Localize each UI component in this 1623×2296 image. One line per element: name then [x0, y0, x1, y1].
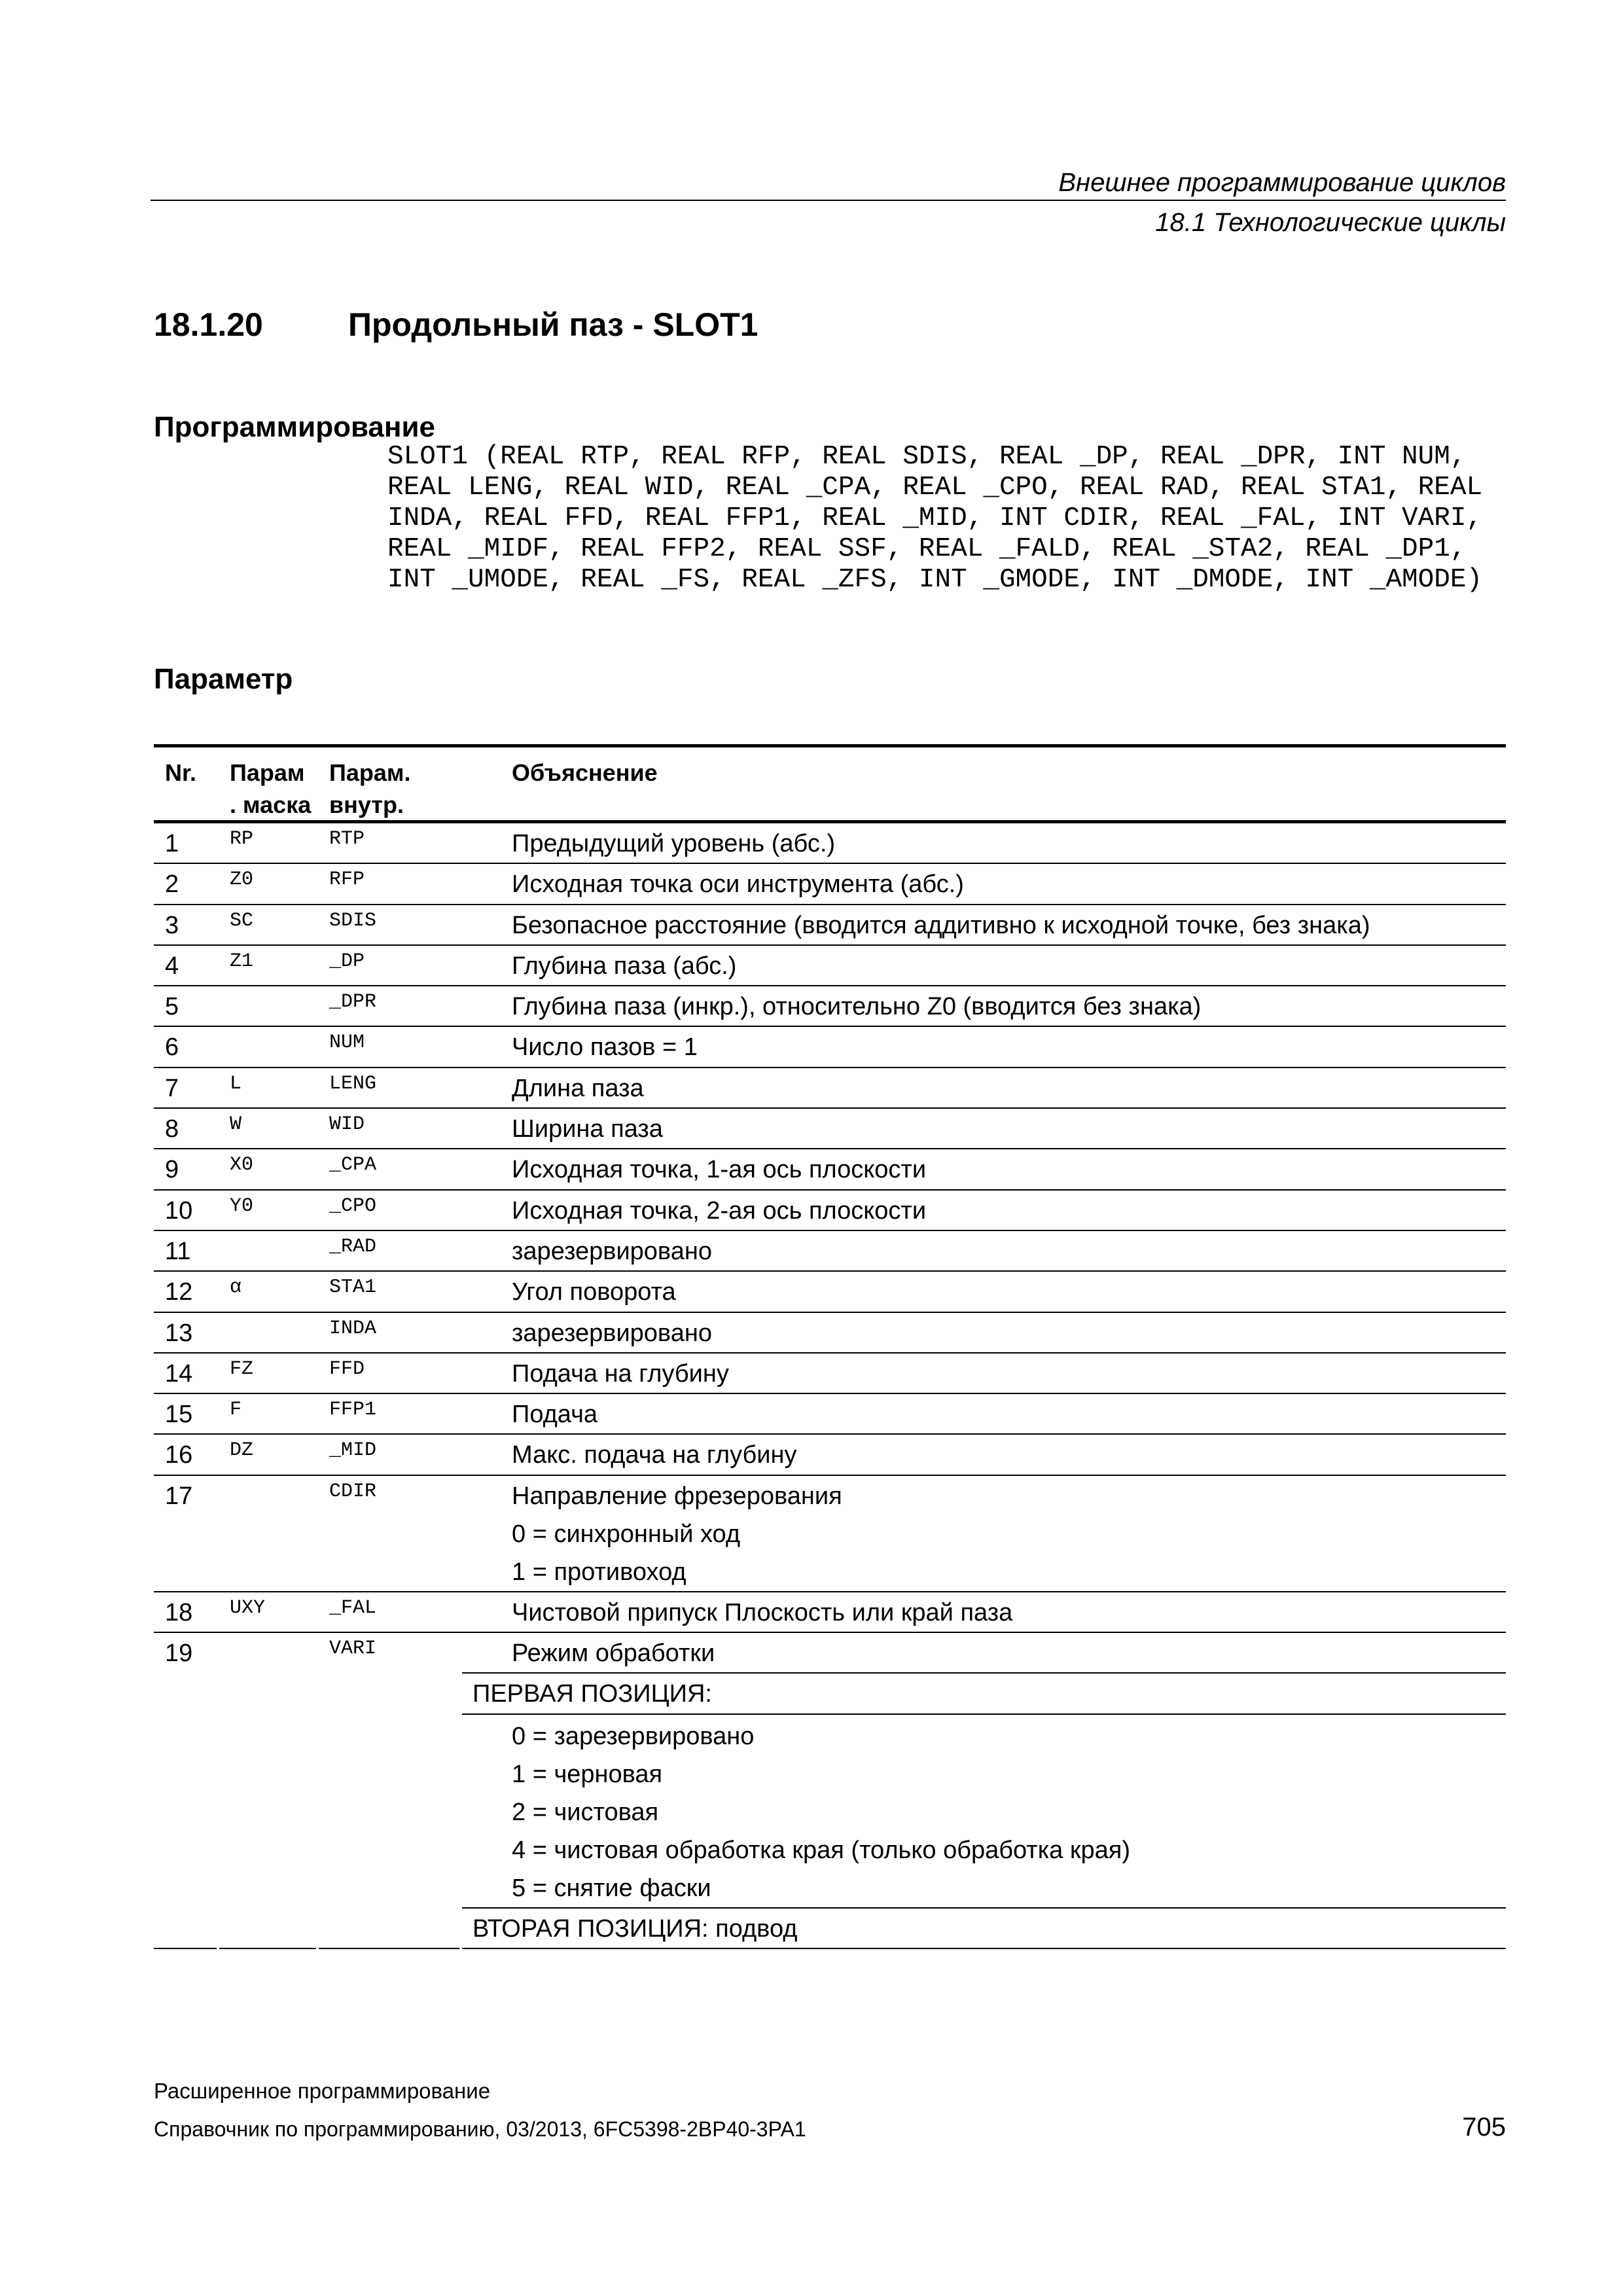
param-mask: W [230, 1113, 242, 1136]
explanation-option: 1 = противоход [512, 1558, 687, 1586]
row-number: 14 [165, 1359, 193, 1388]
table-row [154, 1191, 1506, 1231]
table-row [154, 1149, 1506, 1190]
param-explanation [462, 1027, 1506, 1066]
param-explanation [462, 1313, 1506, 1352]
param-internal: RFP [329, 869, 365, 891]
explanation-block [462, 1633, 1506, 1674]
row-number: 12 [165, 1278, 193, 1306]
param-internal: LENG [329, 1072, 377, 1095]
row-number: 6 [165, 1033, 179, 1062]
table-row [154, 1394, 1506, 1435]
param-mask [219, 1313, 319, 1352]
explanation-text: Подача [512, 1401, 598, 1429]
explanation-text: Угол поворота [512, 1278, 676, 1306]
explanation-text: Подача на глубину [512, 1359, 729, 1388]
code-line: INT _UMODE, REAL _FS, REAL _ZFS, INT _GMODE, INT _DMODE, INT _AMODE) [387, 565, 1483, 595]
column-header-label: внутр. [329, 791, 404, 818]
explanation-text: Исходная точка, 1-ая ось плоскости [512, 1156, 927, 1184]
subsection-title: ВТОРАЯ ПОЗИЦИЯ: подвод [473, 1914, 798, 1943]
column-header-nr [154, 747, 219, 821]
table-row [154, 1313, 1506, 1354]
code-line: SLOT1 (REAL RTP, REAL RFP, REAL SDIS, REAL _DP, REAL _DPR, INT NUM, [387, 442, 1467, 472]
param-mask: Z0 [230, 869, 254, 891]
table-row [154, 823, 1506, 864]
table-row [154, 1109, 1506, 1149]
row-number: 16 [165, 1441, 193, 1469]
param-explanation [462, 1149, 1506, 1189]
param-internal: SDIS [329, 909, 377, 932]
param-internal: _FAL [329, 1596, 377, 1619]
param-mask [219, 1633, 319, 1949]
param-explanation [462, 1633, 1506, 1949]
param-explanation [462, 1068, 1506, 1107]
param-internal: RTP [329, 828, 365, 850]
row-number: 4 [165, 952, 179, 980]
column-header-label: Объяснение [512, 759, 658, 786]
table-row [154, 1027, 1506, 1067]
param-explanation [462, 823, 1506, 863]
explanation-text: Число пазов = 1 [512, 1033, 698, 1062]
row-number: 13 [165, 1319, 193, 1347]
param-explanation [462, 986, 1506, 1026]
row-number: 3 [165, 911, 179, 939]
param-explanation [462, 864, 1506, 903]
param-mask: F [230, 1399, 242, 1422]
param-explanation [462, 1592, 1506, 1632]
column-header-explanation [462, 747, 1506, 821]
column-header-label: Nr. [165, 759, 197, 786]
page-number: 705 [1462, 2113, 1506, 2142]
explanation-text: Глубина паза (инкр.), относительно Z0 (вводится без знака) [512, 993, 1202, 1021]
row-number: 17 [165, 1482, 193, 1510]
row-number: 9 [165, 1156, 179, 1184]
explanation-text: Исходная точка оси инструмента (абс.) [512, 870, 964, 899]
column-header-internal [319, 747, 462, 821]
row-number: 2 [165, 870, 179, 899]
header-chapter-title: Внешнее программирование циклов [1058, 168, 1506, 197]
table-row [154, 986, 1506, 1027]
row-number: 7 [165, 1074, 179, 1102]
parameters-heading: Параметр [154, 663, 293, 695]
header-rule [151, 200, 1506, 201]
table-row [154, 1633, 1506, 1949]
explanation-text: Глубина паза (абс.) [512, 952, 737, 980]
param-internal: _CPO [329, 1194, 377, 1217]
row-number: 5 [165, 993, 179, 1021]
table-body [154, 823, 1506, 1949]
explanation-text: Макс. подача на глубину [512, 1441, 797, 1469]
param-explanation [462, 1476, 1506, 1591]
subsection-options [462, 1715, 1506, 1909]
param-internal: _DPR [329, 991, 377, 1014]
param-explanation [462, 1231, 1506, 1270]
param-internal: _MID [329, 1439, 377, 1462]
param-internal: WID [329, 1113, 365, 1136]
explanation-text: Длина паза [512, 1074, 644, 1102]
param-mask: Z1 [230, 950, 254, 973]
param-mask: Y0 [230, 1194, 254, 1217]
param-explanation [462, 1394, 1506, 1433]
table-row [154, 1231, 1506, 1272]
param-internal: STA1 [329, 1276, 377, 1299]
param-explanation [462, 1109, 1506, 1148]
explanation-text: Ширина паза [512, 1115, 663, 1143]
explanation-text: зарезервировано [512, 1237, 712, 1265]
row-number: 15 [165, 1401, 193, 1429]
param-internal: FFD [329, 1357, 365, 1380]
row-number: 1 [165, 830, 179, 857]
param-mask [219, 1476, 319, 1591]
option-text: 1 = черновая [512, 1760, 663, 1788]
param-mask: X0 [230, 1154, 254, 1177]
explanation-text: Исходная точка, 2-ая ось плоскости [512, 1196, 927, 1225]
column-header-label: . маска [230, 791, 312, 818]
table-row [154, 946, 1506, 986]
param-explanation [462, 1191, 1506, 1230]
param-mask: FZ [230, 1357, 254, 1380]
row-number: 19 [154, 1633, 219, 1949]
param-mask: α [230, 1276, 242, 1299]
footer-book-title: Расширенное программирование [154, 2079, 491, 2103]
code-line: REAL _MIDF, REAL FFP2, REAL SSF, REAL _FALD, REAL _STA2, REAL _DP1, [387, 534, 1467, 564]
table-header [154, 744, 1506, 823]
param-mask [219, 986, 319, 1026]
option-text: 5 = снятие фаски [512, 1874, 711, 1902]
param-explanation [462, 1354, 1506, 1393]
section-number: 18.1.20 [154, 306, 263, 343]
explanation-text: Режим обработки [512, 1640, 715, 1668]
param-mask: UXY [230, 1596, 266, 1619]
option-text: 4 = чистовая обработка края (только обработка края) [512, 1836, 1130, 1864]
row-number: 8 [165, 1115, 179, 1143]
explanation-option: 0 = синхронный ход [512, 1520, 741, 1548]
column-header-mask [219, 747, 319, 821]
table-row [154, 905, 1506, 946]
param-internal: VARI [319, 1633, 462, 1949]
code-line: REAL LENG, REAL WID, REAL _CPA, REAL _CPO, REAL RAD, REAL STA1, REAL [387, 473, 1483, 503]
explanation-text: Чистовой припуск Плоскость или край паза [512, 1598, 1013, 1626]
param-explanation [462, 905, 1506, 944]
param-mask [219, 1231, 319, 1270]
section-title: Продольный паз - SLOT1 [348, 306, 758, 343]
table-row [154, 1435, 1506, 1475]
param-explanation [462, 1435, 1506, 1474]
param-mask [219, 1027, 319, 1066]
option-text: 2 = чистовая [512, 1798, 659, 1826]
param-mask: SC [230, 909, 254, 932]
param-internal: INDA [329, 1317, 377, 1340]
programming-heading: Программирование [154, 411, 435, 443]
table-row [154, 1068, 1506, 1109]
code-line: INDA, REAL FFD, REAL FFP1, REAL _MID, INT CDIR, REAL _FAL, INT VARI, [387, 503, 1483, 533]
param-mask: DZ [230, 1439, 254, 1462]
subsection-title: ПЕРВАЯ ПОЗИЦИЯ: [462, 1674, 1506, 1714]
param-internal: NUM [329, 1031, 365, 1054]
table-row [154, 1272, 1506, 1312]
param-internal: FFP1 [329, 1399, 377, 1422]
explanation-text: Предыдущий уровень (абс.) [512, 830, 836, 857]
parameter-table [154, 744, 1506, 1949]
param-mask: RP [230, 828, 254, 850]
table-row [154, 1476, 1506, 1592]
param-internal: _DP [329, 950, 365, 973]
explanation-text: зарезервировано [512, 1319, 712, 1347]
param-internal: CDIR [329, 1480, 377, 1503]
param-internal: _CPA [329, 1154, 377, 1177]
column-header-label: Парам [230, 759, 305, 786]
table-row [154, 864, 1506, 905]
option-text: 0 = зарезервировано [512, 1722, 755, 1750]
explanation-text: Безопасное расстояние (вводится аддитивно к исходной точке, без знака) [512, 911, 1370, 939]
explanation-text: Направление фрезерования [512, 1482, 842, 1510]
header-section-title: 18.1 Технологические циклы [1155, 208, 1506, 237]
table-row [154, 1592, 1506, 1633]
row-number: 18 [165, 1598, 193, 1626]
table-row [154, 1354, 1506, 1394]
param-internal: _RAD [329, 1235, 377, 1258]
code-block [387, 442, 1482, 596]
column-header-label: Парам. [329, 759, 411, 786]
footer-reference: Справочник по программированию, 03/2013, 6FC5398-2BP40-3PA1 [154, 2117, 806, 2141]
param-mask: L [230, 1072, 242, 1095]
row-number: 10 [165, 1196, 193, 1225]
param-explanation [462, 946, 1506, 985]
row-number: 11 [165, 1237, 191, 1265]
param-explanation [462, 1272, 1506, 1311]
